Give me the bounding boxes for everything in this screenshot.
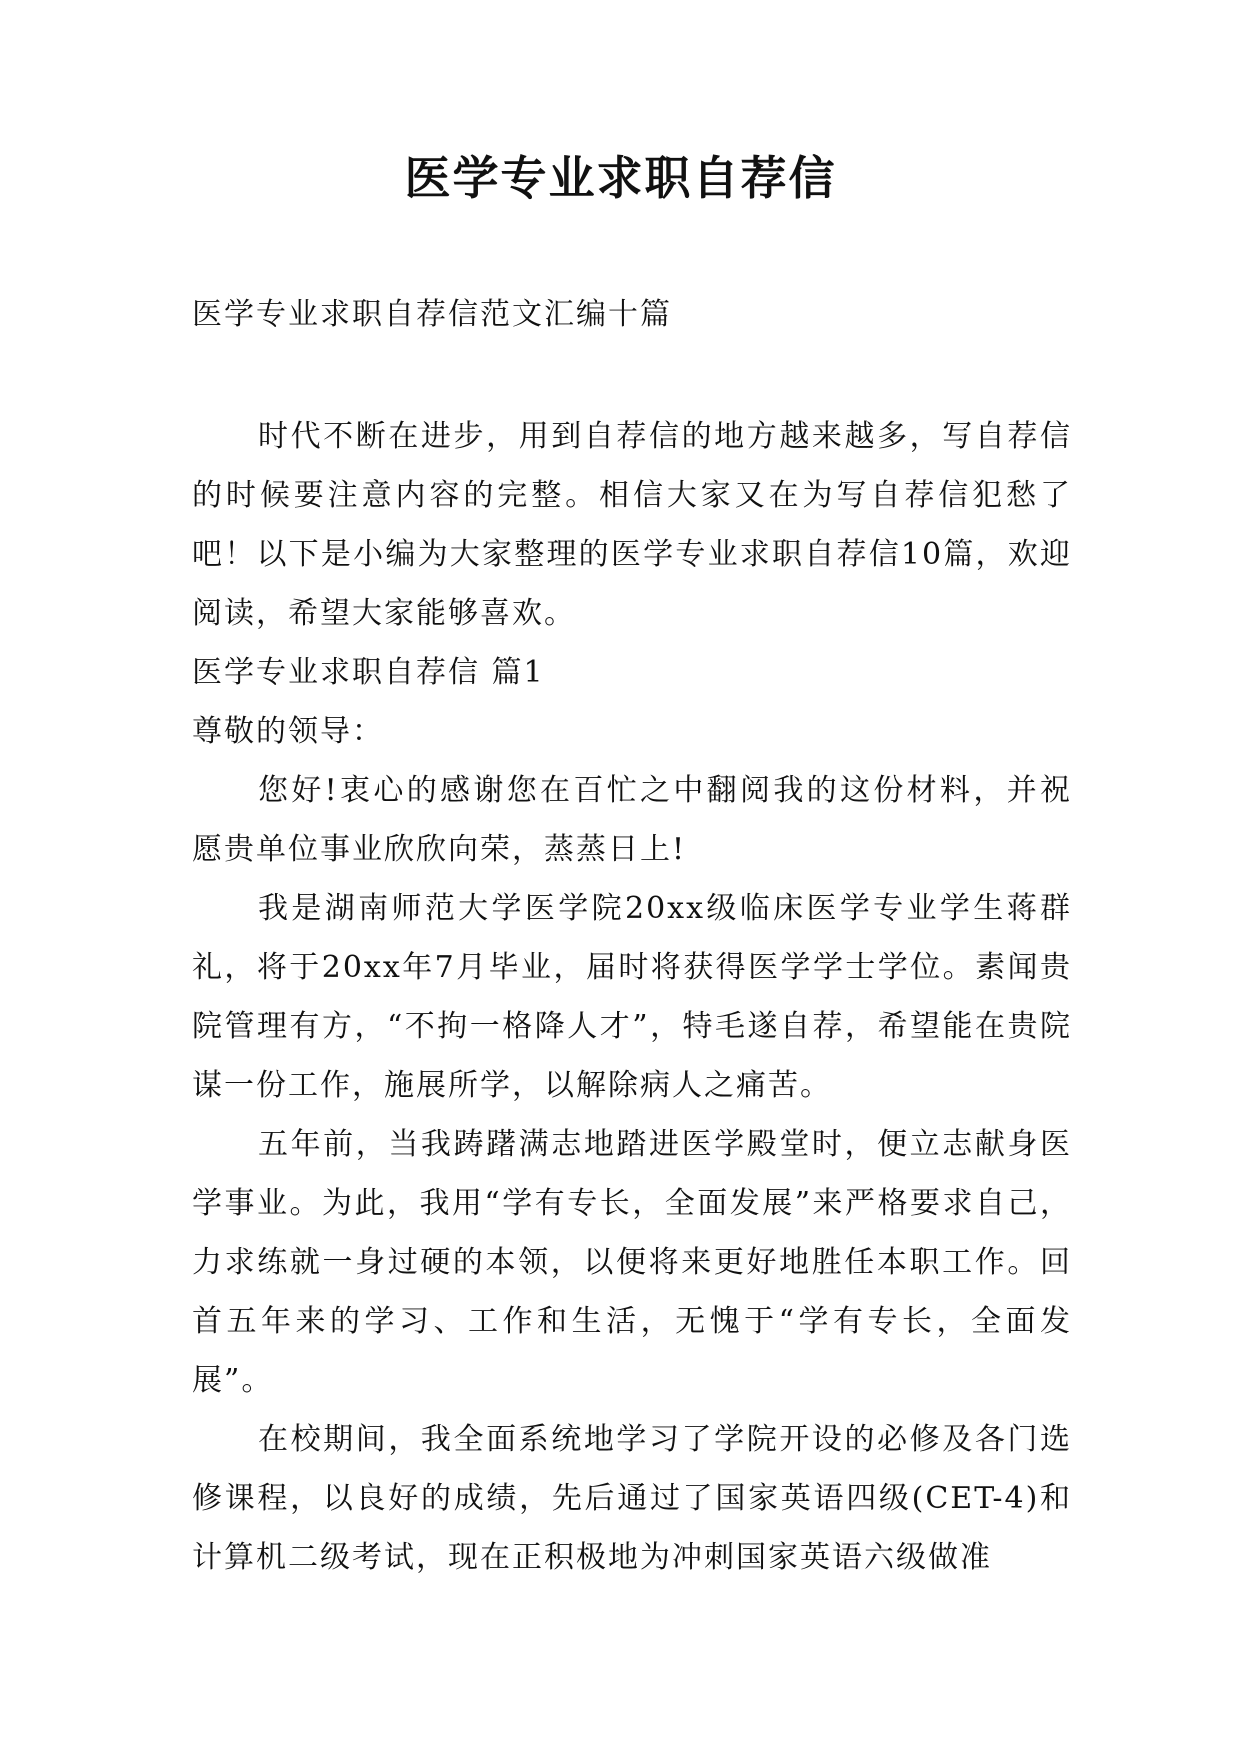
body-paragraph: 在校期间，我全面系统地学习了学院开设的必修及各门选修课程，以良好的成绩，先后通过了国家英语四级(CET-4)和计算机二级考试，现在正积极地为冲刺国家英语六级做准 (192, 1422, 1072, 1575)
section-heading: 医学专业求职自荐信 篇1 (192, 655, 545, 690)
document-body (192, 285, 1072, 1587)
body-paragraph: 我是湖南师范大学医学院20xx级临床医学专业学生蒋群礼，将于20xx年7月毕业，届时将获得医学学士学位。素闻贵院管理有方，“不拘一格降人才”，特毛遂自荐，希望能在贵院谋一份工作，施展所学，以解除病人之痛苦。 (192, 891, 1072, 1103)
salutation: 尊敬的领导： (192, 714, 384, 749)
intro-paragraph: 时代不断在进步，用到自荐信的地方越来越多，写自荐信的时候要注意内容的完整。相信大家又在为写自荐信犯愁了吧！以下是小编为大家整理的医学专业求职自荐信10篇，欢迎阅读，希望大家能够喜欢。 (192, 419, 1072, 631)
body-paragraph: 您好!衷心的感谢您在百忙之中翻阅我的这份材料，并祝愿贵单位事业欣欣向荣，蒸蒸日上! (192, 773, 1072, 867)
document-title: 医学专业求职自荐信 (404, 151, 837, 205)
body-paragraph: 五年前，当我踌躇满志地踏进医学殿堂时，便立志献身医学事业。为此，我用“学有专长，全面发展”来严格要求自己，力求练就一身过硬的本领，以便将来更好地胜任本职工作。回首五年来的学习、工作和生活，无愧于“学有专长，全面发展”。 (192, 1127, 1072, 1398)
document-subtitle: 医学专业求职自荐信范文汇编十篇 (192, 297, 672, 332)
